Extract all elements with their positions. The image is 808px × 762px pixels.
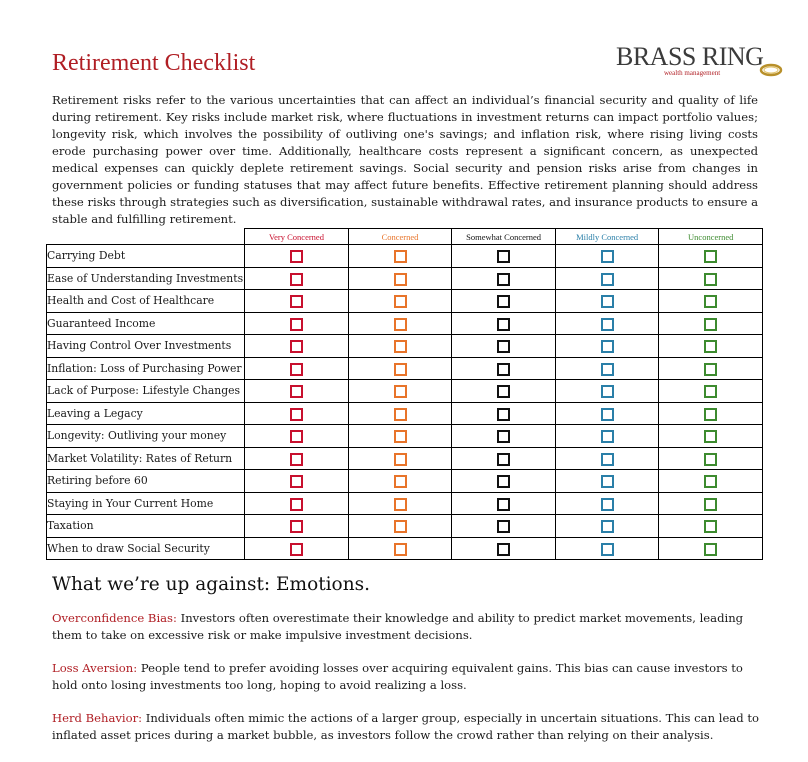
- checkbox-cell: [452, 425, 556, 448]
- checkbox[interactable]: [704, 475, 717, 488]
- checkbox-cell: [452, 515, 556, 538]
- checkbox[interactable]: [497, 363, 510, 376]
- bias-name: Herd Behavior:: [52, 711, 143, 725]
- checkbox[interactable]: [497, 273, 510, 286]
- checkbox[interactable]: [290, 318, 303, 331]
- checkbox-cell: [452, 245, 556, 268]
- checkbox-cell: [452, 290, 556, 313]
- bias-description: People tend to prefer avoiding losses over acquiring equivalent gains. This bias can cause investors to hold onto losing investments too long, hoping to avoid realizing a loss.: [52, 661, 743, 692]
- checklist-row: [47, 245, 763, 268]
- brand-logo: [616, 42, 786, 82]
- checkbox-cell: [348, 357, 452, 380]
- checkbox-cell: [348, 492, 452, 515]
- risk-label: Health and Cost of Healthcare: [47, 290, 245, 313]
- checklist-row: [47, 425, 763, 448]
- checkbox-cell: [452, 470, 556, 493]
- checklist-row: [47, 290, 763, 313]
- checkbox-cell: [555, 425, 659, 448]
- checklist-row: [47, 335, 763, 358]
- checkbox-cell: [348, 335, 452, 358]
- checkbox-cell: [452, 402, 556, 425]
- checkbox-cell: [555, 245, 659, 268]
- risk-label: Leaving a Legacy: [47, 402, 245, 425]
- risk-label: Having Control Over Investments: [47, 335, 245, 358]
- bias-herd-behavior: [52, 710, 762, 744]
- checkbox-cell: [348, 537, 452, 560]
- checkbox[interactable]: [497, 475, 510, 488]
- checkbox-cell: [452, 492, 556, 515]
- checklist-row: [47, 267, 763, 290]
- checkbox-cell: [555, 290, 659, 313]
- checkbox-cell: [555, 447, 659, 470]
- checkbox-cell: [555, 380, 659, 403]
- checkbox[interactable]: [601, 475, 614, 488]
- checkbox[interactable]: [704, 498, 717, 511]
- checklist-row: [47, 492, 763, 515]
- checklist-row: [47, 312, 763, 335]
- checkbox-cell: [452, 380, 556, 403]
- checkbox-cell: [245, 245, 349, 268]
- checkbox[interactable]: [601, 295, 614, 308]
- checkbox-cell: [245, 402, 349, 425]
- risk-label: Guaranteed Income: [47, 312, 245, 335]
- column-header: Somewhat Concerned: [452, 229, 556, 245]
- checkbox-cell: [245, 312, 349, 335]
- checkbox-cell: [659, 492, 763, 515]
- checkbox[interactable]: [290, 543, 303, 556]
- checkbox[interactable]: [601, 520, 614, 533]
- checklist-row: [47, 357, 763, 380]
- checkbox-cell: [452, 267, 556, 290]
- checkbox-cell: [245, 470, 349, 493]
- checkbox[interactable]: [290, 453, 303, 466]
- column-header: Mildly Concerned: [555, 229, 659, 245]
- checkbox[interactable]: [704, 385, 717, 398]
- risk-label: Lack of Purpose: Lifestyle Changes: [47, 380, 245, 403]
- column-header: Concerned: [348, 229, 452, 245]
- checkbox-cell: [555, 357, 659, 380]
- emotions-heading: What we’re up against: Emotions.: [52, 574, 370, 595]
- checkbox[interactable]: [290, 408, 303, 421]
- checkbox-cell: [452, 335, 556, 358]
- checkbox[interactable]: [394, 430, 407, 443]
- checkbox[interactable]: [601, 498, 614, 511]
- checkbox-cell: [348, 425, 452, 448]
- checkbox-cell: [555, 402, 659, 425]
- checkbox[interactable]: [704, 273, 717, 286]
- checkbox-cell: [555, 470, 659, 493]
- checkbox[interactable]: [394, 363, 407, 376]
- checkbox[interactable]: [394, 475, 407, 488]
- risk-label: Staying in Your Current Home: [47, 492, 245, 515]
- checkbox[interactable]: [394, 453, 407, 466]
- risk-label: Market Volatility: Rates of Return: [47, 447, 245, 470]
- checkbox-cell: [245, 492, 349, 515]
- checkbox-cell: [659, 402, 763, 425]
- checkbox-cell: [245, 447, 349, 470]
- checkbox-cell: [659, 290, 763, 313]
- risk-label: Longevity: Outliving your money: [47, 425, 245, 448]
- checklist-row: [47, 402, 763, 425]
- checkbox[interactable]: [704, 318, 717, 331]
- checkbox-cell: [348, 380, 452, 403]
- checkbox[interactable]: [601, 430, 614, 443]
- checkbox[interactable]: [394, 340, 407, 353]
- checkbox[interactable]: [497, 430, 510, 443]
- checkbox[interactable]: [394, 520, 407, 533]
- risk-label: Retiring before 60: [47, 470, 245, 493]
- checkbox[interactable]: [394, 385, 407, 398]
- checkbox[interactable]: [704, 430, 717, 443]
- checkbox[interactable]: [704, 250, 717, 263]
- header-blank-cell: [47, 229, 245, 245]
- checkbox-cell: [555, 267, 659, 290]
- checkbox-cell: [245, 335, 349, 358]
- checkbox-cell: [245, 380, 349, 403]
- bias-name: Overconfidence Bias:: [52, 611, 177, 625]
- checkbox[interactable]: [601, 408, 614, 421]
- risk-label: When to draw Social Security: [47, 537, 245, 560]
- checkbox[interactable]: [601, 318, 614, 331]
- checkbox-cell: [245, 357, 349, 380]
- bias-loss-aversion: [52, 660, 762, 694]
- checkbox-cell: [659, 515, 763, 538]
- checklist-row: [47, 447, 763, 470]
- checkbox[interactable]: [497, 250, 510, 263]
- checkbox-cell: [348, 402, 452, 425]
- checkbox[interactable]: [394, 408, 407, 421]
- checkbox-cell: [555, 515, 659, 538]
- checkbox-cell: [348, 267, 452, 290]
- checkbox[interactable]: [497, 453, 510, 466]
- checkbox-cell: [555, 492, 659, 515]
- checkbox-cell: [245, 267, 349, 290]
- checkbox-cell: [348, 447, 452, 470]
- checkbox-cell: [452, 537, 556, 560]
- checkbox[interactable]: [497, 498, 510, 511]
- risk-label: Inflation: Loss of Purchasing Power: [47, 357, 245, 380]
- bias-description: Individuals often mimic the actions of a larger group, especially in uncertain situations. This can lead to inflated asset prices during a market bubble, as investors follow the crowd rather than relying on their analysis.: [52, 711, 759, 742]
- bias-name: Loss Aversion:: [52, 661, 138, 675]
- checkbox-cell: [452, 312, 556, 335]
- checkbox[interactable]: [290, 250, 303, 263]
- checklist-row: [47, 515, 763, 538]
- page-title: Retirement Checklist: [52, 50, 256, 76]
- checkbox[interactable]: [497, 385, 510, 398]
- checkbox-cell: [659, 245, 763, 268]
- checkbox-cell: [348, 290, 452, 313]
- checkbox[interactable]: [290, 430, 303, 443]
- checkbox-cell: [659, 470, 763, 493]
- checkbox[interactable]: [704, 520, 717, 533]
- checkbox-cell: [245, 515, 349, 538]
- checkbox-cell: [659, 267, 763, 290]
- checkbox[interactable]: [601, 453, 614, 466]
- checkbox-cell: [452, 357, 556, 380]
- column-header: Unconcerned: [659, 229, 763, 245]
- checkbox[interactable]: [497, 408, 510, 421]
- checkbox[interactable]: [601, 363, 614, 376]
- risk-label: Ease of Understanding Investments: [47, 267, 245, 290]
- checkbox[interactable]: [394, 318, 407, 331]
- checkbox[interactable]: [497, 295, 510, 308]
- checkbox-cell: [348, 470, 452, 493]
- checkbox[interactable]: [704, 543, 717, 556]
- checkbox-cell: [348, 312, 452, 335]
- checkbox-cell: [659, 335, 763, 358]
- checkbox[interactable]: [704, 295, 717, 308]
- checkbox[interactable]: [704, 453, 717, 466]
- checkbox[interactable]: [601, 273, 614, 286]
- checkbox[interactable]: [704, 408, 717, 421]
- checkbox-cell: [245, 425, 349, 448]
- checklist-row: [47, 380, 763, 403]
- checkbox-cell: [659, 357, 763, 380]
- checkbox-cell: [555, 537, 659, 560]
- checkbox[interactable]: [290, 295, 303, 308]
- bias-description: Investors often overestimate their knowledge and ability to predict market movements, leading them to take on excessive risk or make impulsive investment decisions.: [52, 611, 744, 642]
- checkbox[interactable]: [601, 250, 614, 263]
- ring-icon: [756, 59, 786, 79]
- checkbox-cell: [348, 245, 452, 268]
- risk-label: Carrying Debt: [47, 245, 245, 268]
- checkbox[interactable]: [290, 498, 303, 511]
- checkbox[interactable]: [290, 520, 303, 533]
- checklist-row: [47, 537, 763, 560]
- checkbox[interactable]: [601, 543, 614, 556]
- risk-checklist-table: [46, 228, 763, 560]
- checkbox[interactable]: [704, 340, 717, 353]
- checkbox[interactable]: [394, 250, 407, 263]
- checkbox-cell: [659, 425, 763, 448]
- checkbox[interactable]: [601, 385, 614, 398]
- checkbox[interactable]: [290, 363, 303, 376]
- checkbox[interactable]: [290, 385, 303, 398]
- checkbox[interactable]: [497, 340, 510, 353]
- checkbox-cell: [245, 537, 349, 560]
- checkbox-cell: [555, 312, 659, 335]
- checkbox-cell: [659, 312, 763, 335]
- logo-wordmark: BRASS RING: [616, 42, 764, 71]
- checkbox-cell: [555, 335, 659, 358]
- checkbox-cell: [659, 537, 763, 560]
- checklist-header-row: [47, 229, 763, 245]
- column-header: Very Concerned: [245, 229, 349, 245]
- checkbox-cell: [348, 515, 452, 538]
- checkbox-cell: [659, 380, 763, 403]
- checkbox[interactable]: [601, 340, 614, 353]
- checkbox-cell: [245, 290, 349, 313]
- checkbox[interactable]: [290, 475, 303, 488]
- checklist-row: [47, 470, 763, 493]
- risk-label: Taxation: [47, 515, 245, 538]
- checkbox[interactable]: [704, 363, 717, 376]
- checkbox-cell: [452, 447, 556, 470]
- checkbox[interactable]: [290, 273, 303, 286]
- checkbox-cell: [659, 447, 763, 470]
- checkbox[interactable]: [394, 543, 407, 556]
- checkbox[interactable]: [497, 543, 510, 556]
- checkbox[interactable]: [394, 273, 407, 286]
- logo-subtitle: wealth management: [664, 69, 721, 77]
- checkbox[interactable]: [497, 520, 510, 533]
- checkbox[interactable]: [394, 498, 407, 511]
- checkbox[interactable]: [394, 295, 407, 308]
- bias-overconfidence: [52, 610, 762, 644]
- checkbox[interactable]: [290, 340, 303, 353]
- intro-paragraph: Retirement risks refer to the various uncertainties that can affect an individual’s financial security and quality of life during retirement. Key risks include market risk, where fluctuations in investment returns can impact portfolio values; longevity risk, which involves the possibility of outliving one's savings; and inflation risk, where rising living costs erode purchasing power over time. Additionally, healthcare costs represent a significant concern, as unexpected medical expenses can quickly deplete retirement savings. Social security and pension risks arise from changes in government policies or funding statuses that may affect future benefits. Effective retirement planning should address these risks through strategies such as diversification, sustainable withdrawal rates, and insurance products to ensure a stable and fulfilling retirement.: [52, 93, 758, 226]
- checkbox[interactable]: [497, 318, 510, 331]
